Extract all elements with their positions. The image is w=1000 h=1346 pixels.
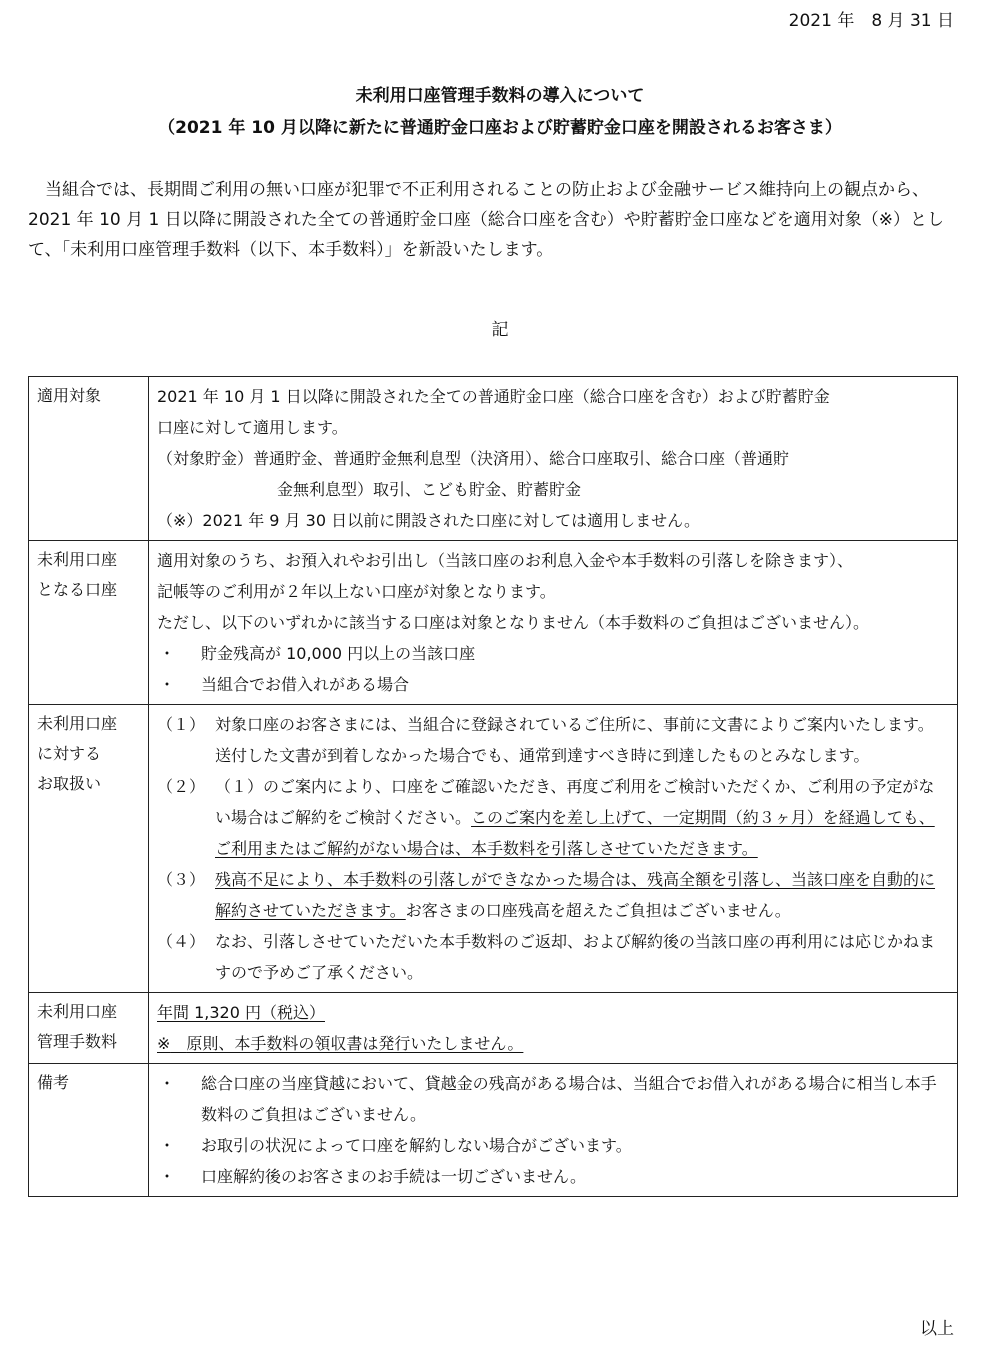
- row-content-scope: [149, 377, 958, 541]
- intro-paragraph: 当組合では、長期間ご利用の無い口座が犯罪で不正利用されることの防止および金融サービス維持向上の観点から、2021 年 10 月 1 日以降に開設された全ての普通貯金口座（総合口座を含む）や貯蓄貯金口座などを適用対象（※）として、「未利用口座管理手数料（以下、本手数料）」を新設いたします。: [28, 180, 944, 260]
- row-label-remarks: 備考: [29, 1064, 149, 1197]
- table-row-remarks: [29, 1064, 958, 1197]
- table-row-unused-definition: [29, 541, 958, 705]
- underlined-text: 残高不足により、本手数料の引落しができなかった場合は、: [215, 870, 648, 889]
- row-label-fee: 未利用口座 管理手数料: [29, 993, 149, 1064]
- row-content-handling: [149, 705, 958, 993]
- title-sub: （2021 年 10 月以降に新たに普通貯金口座および貯蓄貯金口座を開設されるお客さま）: [158, 118, 842, 138]
- row-content-remarks: [149, 1064, 958, 1197]
- ki-heading: 記: [491, 320, 509, 340]
- underlined-text: このご案内を差し上げて、一定期間（約３ヶ月）を経過しても、ご利用またはご解約がない場合は、本手数料を引落しさせていただきます。: [215, 808, 935, 858]
- definition-line: 適用対象のうち、お預入れやお引出し（当該口座のお利息入金や本手数料の引落しを除きます）、: [157, 551, 854, 570]
- list-item: ・ お取引の状況によって口座を解約しない場合がございます。: [159, 1136, 632, 1155]
- row-label-scope: 適用対象: [29, 377, 149, 541]
- scope-line: 2021 年 10 月 1 日以降に開設された全ての普通貯金口座（総合口座を含む）および貯蓄貯金: [157, 387, 830, 406]
- target-accounts-line: 金無利息型）取引、こども貯金、貯蓄貯金: [277, 480, 582, 499]
- target-accounts-line: （対象貯金）普通貯金、普通貯金無利息型（決済用）、総合口座取引、総合口座（普通貯: [157, 449, 790, 468]
- list-item: （３） 残高不足により、本手数料の引落しができなかった場合は、残高全額を引落し、当該口座を自動的に解約させていただきます。お客さまの口座残高を超えたご負担はございません。: [157, 870, 936, 920]
- list-item: ・ 当組合でお借入れがある場合: [159, 675, 410, 694]
- fee-amount: 年間 1,320 円（税込）: [157, 1003, 325, 1022]
- table-row-scope: [29, 377, 958, 541]
- row-content-unused-definition: [149, 541, 958, 705]
- scope-line: 口座に対して適用します。: [157, 418, 348, 437]
- table-row-handling: [29, 705, 958, 993]
- list-item: ・ 貯金残高が 10,000 円以上の当該口座: [159, 644, 476, 663]
- closing-mark: 以上: [920, 1319, 954, 1339]
- row-label-handling: 未利用口座 に対する お取扱い: [29, 705, 149, 993]
- exclusion-note: （※）2021 年 9 月 30 日以前に開設された口座に対しては適用しません。: [157, 511, 701, 530]
- underlined-text: 残高全額を引落し、当該口座を自動的に解約させていただきます。: [215, 870, 936, 920]
- list-item: （１） 対象口座のお客さまには、当組合に登録されているご住所に、事前に文書によりご案内いたします。送付した文書が到着しなかった場合でも、通常到達すべき時に到達したものとみなします。: [157, 715, 934, 765]
- row-label-unused-definition: 未利用口座 となる口座: [29, 541, 149, 705]
- row-content-fee: [149, 993, 958, 1064]
- list-item: ・ 口座解約後のお客さまのお手続は一切ございません。: [159, 1167, 586, 1186]
- list-item: （２） （１）のご案内により、口座をご確認いただき、再度ご利用をご検討いただくか、ご利用の予定がない場合はご解約をご検討ください。このご案内を差し上げて、一定期間（約３ヶ月）を経過しても、ご利用またはご解約がない場合は、本手数料を引落しさせていただきます。: [157, 777, 935, 858]
- definition-line: 記帳等のご利用が２年以上ない口座が対象となります。: [157, 582, 556, 601]
- table-row-fee: [29, 993, 958, 1064]
- list-item: （４） なお、引落しさせていただいた本手数料のご返却、および解約後の当該口座の再利用には応じかねますので予めご了承ください。: [157, 932, 936, 982]
- document-date: 2021 年 8 月 31 日: [788, 11, 954, 31]
- title-main: 未利用口座管理手数料の導入について: [355, 86, 645, 106]
- receipt-note: ※ 原則、本手数料の領収書は発行いたしません。: [157, 1034, 524, 1053]
- document-title: [0, 80, 1000, 144]
- definition-line: ただし、以下のいずれかに該当する口座は対象となりません（本手数料のご負担はございません）。: [157, 613, 870, 632]
- fee-details-table: [28, 376, 958, 1197]
- list-item: ・ 総合口座の当座貸越において、貸越金の残高がある場合は、当組合でお借入れがある場合に相当し本手数料のご負担はございません。: [159, 1074, 937, 1124]
